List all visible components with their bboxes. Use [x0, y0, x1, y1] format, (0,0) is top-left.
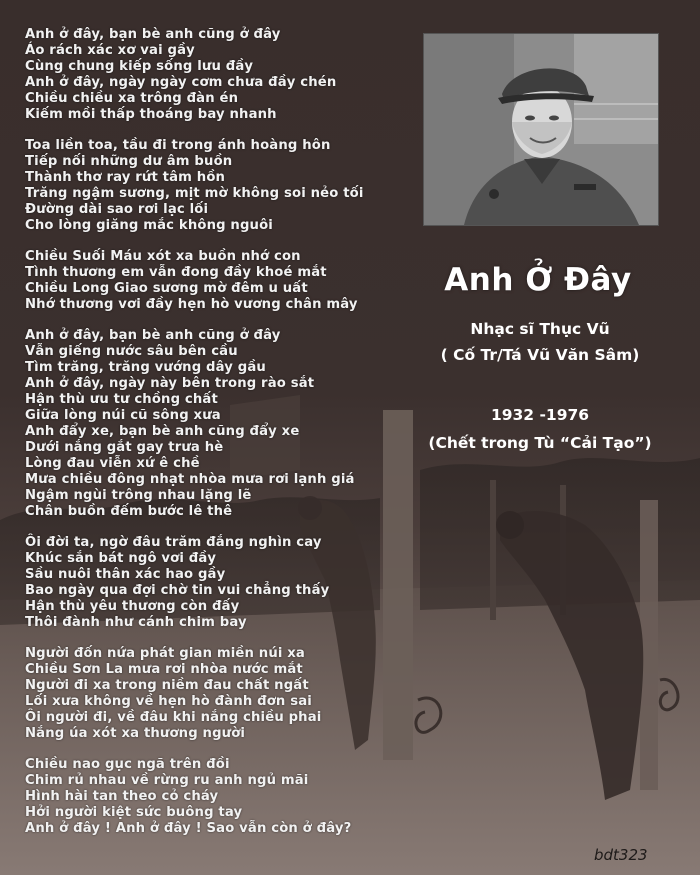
lyric-line: Chiều Suối Máu xót xa buồn nhớ con	[25, 249, 301, 264]
stanza	[25, 27, 415, 123]
lyric-line: Anh ở đây, bạn bè anh cũng ở đây	[25, 328, 281, 343]
lyric-line: Người đi xa trong niềm đau chất ngất	[25, 678, 309, 693]
lyric-line: Bao ngày qua đợi chờ tin vui chẳng thấy	[25, 583, 330, 598]
composer-name: Nhạc sĩ Thục Vũ	[470, 320, 610, 338]
lyric-line: Hởi người kiệt sức buông tay	[25, 805, 243, 820]
lyric-line: Lối xưa không về hẹn hò đành đơn sai	[25, 694, 312, 709]
composer-portrait-photo	[423, 33, 659, 226]
lyric-line: Nắng úa xót xa thương người	[25, 726, 246, 741]
lyric-line: Thành thơ ray rứt tâm hồn	[25, 170, 226, 185]
lyric-line: Sầu nuôi thân xác hao gầy	[25, 567, 226, 582]
lyric-line: Cùng chung kiếp sống lưu đầy	[25, 59, 254, 74]
song-title: Anh Ở Đây	[444, 262, 632, 298]
lyric-line: Chân buồn đếm bước lê thê	[25, 504, 233, 519]
lyric-line: Tìm trăng, trăng vướng dây gầu	[25, 360, 266, 375]
lyric-line: Anh đẩy xe, bạn bè anh cũng đẩy xe	[25, 424, 300, 439]
lyric-line: Toa liền toa, tầu đi trong ánh hoàng hôn	[25, 138, 331, 153]
lyric-line: Áo rách xác xơ vai gầy	[25, 43, 195, 58]
lyric-line: Hận thù ưu tư chồng chất	[25, 392, 218, 407]
lyric-line: Nhớ thương vơi đầy hẹn hò vương chân mây	[25, 297, 358, 312]
lyric-line: Ôi người đi, về đâu khi nắng chiều phai	[25, 710, 322, 725]
stanza	[25, 757, 415, 837]
lyric-line: Ôi đời ta, ngờ đâu trăm đắng nghìn cay	[25, 535, 322, 550]
lyric-line: Đường dài sao rơi lạc lối	[25, 202, 209, 217]
portrait-illustration	[424, 34, 658, 225]
lyric-line: Chim rủ nhau về rừng ru anh ngủ mãi	[25, 773, 309, 788]
lyric-line: Tiếp nối những dư âm buồn	[25, 154, 233, 169]
lyric-line: Chiều chiều xa trông đàn én	[25, 91, 239, 106]
death-note: (Chết trong Tù “Cải Tạo”)	[428, 434, 652, 452]
lyric-line: Giữa lòng núi cũ sông xưa	[25, 408, 221, 423]
lyric-line: Chiều Sơn La mưa rơi nhòa nước mắt	[25, 662, 303, 677]
stanza	[25, 138, 415, 234]
lyric-line: Người đốn nứa phát gian miền núi xa	[25, 646, 305, 661]
lyric-line: Vẫn giếng nước sâu bên cầu	[25, 344, 238, 359]
stanza	[25, 646, 415, 742]
lyric-line: Hận thù yêu thương còn đấy	[25, 599, 240, 614]
lyric-line: Cho lòng giăng mắc không nguôi	[25, 218, 273, 233]
stanza	[25, 328, 415, 520]
lyric-line: Anh ở đây, ngày ngày cơm chưa đầy chén	[25, 75, 337, 90]
lyric-line: Mưa chiều đông nhạt nhòa mưa rơi lạnh giá	[25, 472, 355, 487]
lyric-line: Trăng ngậm sương, mịt mờ không soi nẻo tối	[25, 186, 364, 201]
composer-full-name: ( Cố Tr/Tá Vũ Văn Sâm)	[440, 346, 640, 364]
lyric-line: Ngậm ngùi trông nhau lặng lẽ	[25, 488, 252, 503]
lyric-line: Chiều Long Giao sương mờ đêm u uất	[25, 281, 308, 296]
watermark: bdt323	[594, 846, 648, 864]
lyric-line: Dưới nắng gắt gay trưa hè	[25, 440, 224, 455]
lyric-line: Kiếm mồi thấp thoáng bay nhanh	[25, 107, 277, 122]
stanza	[25, 535, 415, 631]
lyric-line: Tình thương em vẫn đong đầy khoé mắt	[25, 265, 327, 280]
poem-lyrics	[25, 27, 415, 852]
lyric-line: Anh ở đây ! Anh ở đây ! Sao vẫn còn ở đây?	[25, 821, 352, 836]
life-years: 1932 -1976	[490, 406, 590, 424]
lyric-line: Chiều nao gục ngã trên đồi	[25, 757, 230, 772]
lyric-line: Hình hài tan theo cỏ cháy	[25, 789, 219, 804]
lyric-line: Anh ở đây, bạn bè anh cũng ở đây	[25, 27, 281, 42]
lyric-line: Khúc sắn bát ngô vơi đầy	[25, 551, 217, 566]
lyric-line: Thôi đành như cánh chim bay	[25, 615, 247, 630]
lyric-line: Anh ở đây, ngày này bên trong rào sắt	[25, 376, 315, 391]
stanza	[25, 249, 415, 313]
lyric-line: Lòng đau viễn xứ ê chề	[25, 456, 200, 471]
